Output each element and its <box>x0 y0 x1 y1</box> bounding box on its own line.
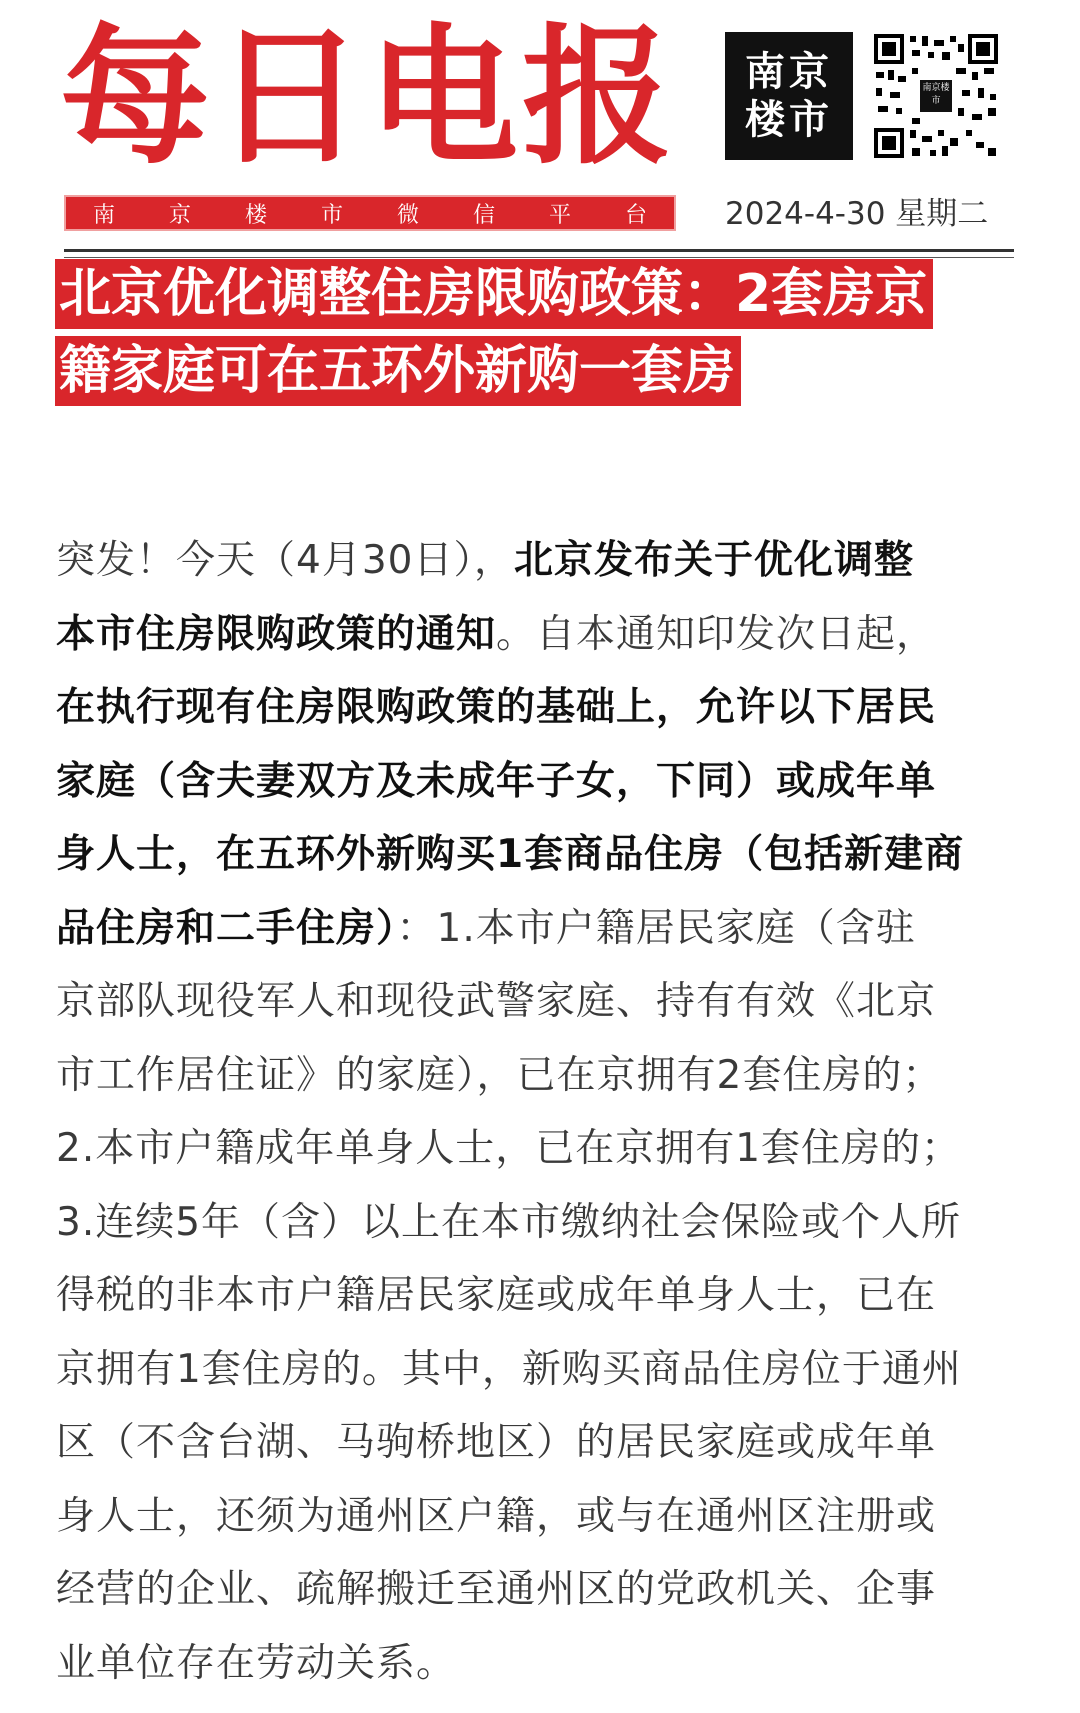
article-line <box>56 1627 1016 1701</box>
article-line <box>56 1039 1016 1113</box>
article-line <box>56 598 1016 672</box>
article-text: 。自本通知印发次日起， <box>496 611 937 657</box>
article-line <box>56 1259 1016 1333</box>
article-line <box>56 524 1016 598</box>
article-text: 身人士，还须为通州区户籍，或与在通州区注册或 <box>56 1493 937 1539</box>
article-line <box>56 1406 1016 1480</box>
article-bold-text: 家庭（含夫妻双方及未成年子女，下同）或成年单 <box>56 758 937 804</box>
article-body <box>56 524 1016 1700</box>
masthead-title: 每日电报 <box>60 11 677 185</box>
article-line <box>56 1112 1016 1186</box>
article-bold-text: 本市住房限购政策的通知 <box>56 611 497 657</box>
article-line <box>56 818 1016 892</box>
logo-line: 楼市 <box>745 97 833 143</box>
subtitle-char: 市 <box>320 202 343 228</box>
logo-line: 南京 <box>745 49 833 95</box>
article-text: ：1.本市户籍居民家庭（含驻 <box>396 905 916 951</box>
subtitle-char: 微 <box>396 202 419 228</box>
article-text: 3.连续5年（含）以上在本市缴纳社会保险或个人所 <box>56 1199 962 1245</box>
article-text: 京部队现役军人和现役武警家庭、持有有效《北京 <box>56 979 937 1024</box>
article-line <box>56 671 1016 745</box>
article-bold-text: 在执行现有住房限购政策的基础上，允许以下居民 <box>56 685 937 730</box>
article-text: 得税的非本市户籍居民家庭或成年单身人士，已在 <box>56 1273 937 1318</box>
subtitle-char: 平 <box>548 202 571 228</box>
headline-line-1: 北京优化调整住房限购政策：2套房京 <box>55 259 933 329</box>
subtitle-char: 南 <box>92 202 115 228</box>
article-text: 市工作居住证》的家庭），已在京拥有2套住房的； <box>56 1052 943 1098</box>
article-line <box>56 1186 1016 1260</box>
article-line <box>56 965 1016 1039</box>
issue-date: 2024-4-30 星期二 <box>725 196 989 232</box>
article-line <box>56 892 1016 966</box>
subtitle-char: 京 <box>168 202 191 228</box>
subtitle-char: 信 <box>472 202 495 228</box>
headline-line-2: 籍家庭可在五环外新购一套房 <box>55 336 741 406</box>
article-text: 业单位存在劳动关系。 <box>56 1640 457 1686</box>
article-bold-text: 品住房和二手住房） <box>56 905 397 951</box>
article-bold-text: 北京发布关于优化调整 <box>513 538 914 583</box>
article-text: 区（不含台湖、马驹桥地区）的居民家庭或成年单 <box>56 1420 937 1465</box>
qr-center-label: 南京楼市 <box>922 83 950 106</box>
article-text: 2.本市户籍成年单身人士，已在京拥有1套住房的； <box>56 1126 962 1171</box>
article-bold-text: 身人士，在五环外新购买1套商品住房（包括新建商 <box>56 832 965 877</box>
article-line <box>56 1480 1016 1554</box>
subtitle-char: 楼 <box>244 202 267 228</box>
masthead-subtitle-bar <box>64 195 676 231</box>
article-line <box>56 1553 1016 1627</box>
article-text: 京拥有1套住房的。其中，新购买商品住房位于通州 <box>56 1346 962 1392</box>
qr-code-icon[interactable] <box>872 32 1000 160</box>
article-line <box>56 745 1016 819</box>
article-text: 经营的企业、疏解搬迁至通州区的党政机关、企事 <box>56 1567 937 1612</box>
article-text: 突发！今天（4月30日）， <box>56 538 514 583</box>
header-divider <box>64 249 1014 252</box>
header-divider-thin <box>64 257 1014 258</box>
article-line <box>56 1333 1016 1407</box>
nanjing-loushi-logo <box>725 32 853 160</box>
subtitle-char: 台 <box>624 202 647 228</box>
